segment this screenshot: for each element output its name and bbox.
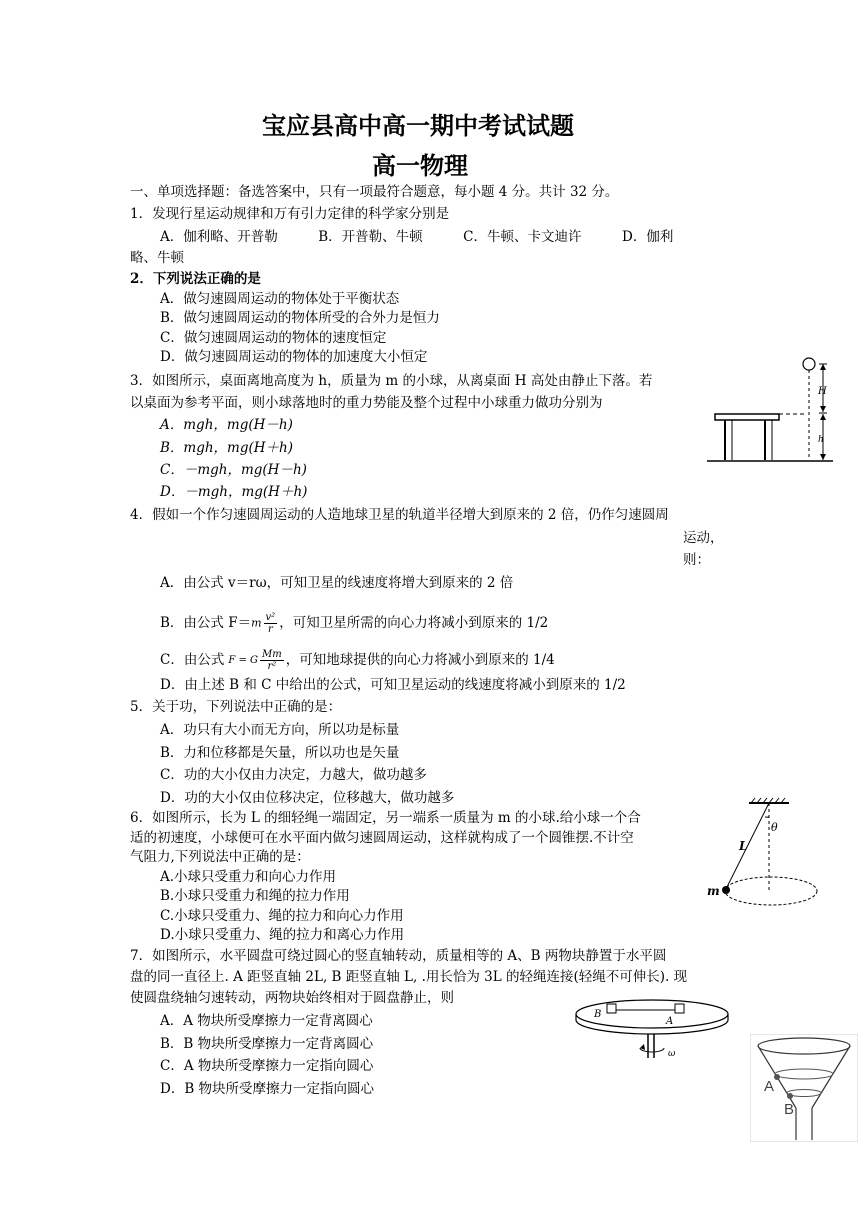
q4-c-numerator: Mm [262,649,282,660]
q7-stem-line2: 盘的同一直径上. A 距竖直轴 2L, B 距竖直轴 L, .用长恰为 3L 的轻绳连接(轻绳不可伸长). 现 [130,969,688,985]
fig-label-B: B [594,1009,602,1020]
fig-label-A: A [666,1016,674,1027]
q4-b-denominator: r [267,624,273,635]
q4-c-denominator: r² [267,661,277,672]
section-header: 一、单项选择题：备选答案中，只有一项最符合题意，每小题 4 分。共计 32 分。 [130,184,619,200]
funnel-label-B: B [784,1101,795,1118]
q3-figure [705,352,835,467]
q3-option-d: D．－mgh，mg(H＋h) [160,484,308,500]
fig-label-omega: ω [668,1049,676,1059]
q2-option-c: C．做匀速圆周运动的物体的速度恒定 [160,330,387,346]
q7-option-d: D．B 物块所受摩擦力一定指向圆心 [160,1081,375,1097]
q6-option-d: D.小球只受重力、绳的拉力和离心力作用 [160,927,405,943]
q4-option-b-prefix: B．由公式 F＝ [160,615,252,631]
q2-stem: 2．下列说法正确的是 [130,271,261,287]
q7-figure [572,992,734,1062]
q6-figure [705,795,835,920]
q3-stem-line2: 以桌面为参考平面，则小球落地时的重力势能及整个过程中小球重力做功分别为 [130,395,603,411]
funnel-figure [750,1034,858,1142]
q4-stem-wrap1: 运动， [683,530,724,546]
q6-stem-line3: 气阻力,下列说法中正确的是： [130,849,310,865]
q6-stem-line1: 6．如图所示，长为 L 的细轻绳一端固定，另一端系一质量为 m 的小球.给小球一个合 [130,810,641,826]
fig-label-L: L [739,839,748,853]
funnel-label-A: A [764,1078,775,1095]
q4-b-fraction [264,612,278,635]
q4-option-d: D．由上述 B 和 C 中给出的公式，可知卫星运动的线速度将减小到原来的 1/2 [160,677,626,693]
q4-c-fraction [260,649,284,672]
q7-option-b: B．B 物块所受摩擦力一定背离圆心 [160,1036,374,1052]
q4-option-a: A．由公式 v＝rω，可知卫星的线速度将增大到原来的 2 倍 [160,575,514,591]
fig-label-theta: θ [771,821,778,834]
q4-stem: 4．假如一个作匀速圆周运动的人造地球卫星的轨道半径增大到原来的 2 倍，仍作匀速圆周 [130,507,669,523]
q7-option-c: C．A 物块所受摩擦力一定指向圆心 [160,1058,374,1074]
q3-stem-line1: 3．如图所示，桌面离地高度为 h，质量为 m 的小球，从离桌面 H 高处由静止下落。若 [130,373,653,389]
q6-option-a: A.小球只受重力和向心力作用 [160,869,337,885]
pendulum-bob [722,886,730,894]
q6-option-c: C.小球只受重力、绳的拉力和向心力作用 [160,908,404,924]
q2-option-b: B．做匀速圆周运动的物体所受的合外力是恒力 [160,310,440,326]
q5-option-b: B．力和位移都是矢量，所以功也是矢量 [160,745,400,761]
page-title: 宝应县高中高一期中考试试题 [262,112,574,140]
q6-stem-line2: 适的初速度，小球便可在水平面内做匀速圆周运动，这样就构成了一个圆锥摆.不计空 [130,830,634,846]
q4-b-numerator: v² [265,612,276,623]
q7-stem-line3: 使圆盘绕轴匀速转动，两物块始终相对于圆盘静止，则 [130,990,454,1006]
q4-option-c-suffix: ，可知地球提供的向心力将减小到原来的 1/4 [285,652,555,668]
q7-option-a: A．A 物块所受摩擦力一定背离圆心 [160,1013,373,1029]
q3-option-a: A．mgh，mg(H－h) [160,417,293,433]
fig-label-h: h [818,435,824,445]
q3-option-c: C．－mgh，mg(H－h) [160,462,307,478]
q5-option-c: C．功的大小仅由力决定，力越大，做功越多 [160,767,427,783]
q4-option-c [160,643,555,677]
q4-b-mass: m [251,616,262,630]
ball-icon [803,358,815,370]
q2-option-a: A．做匀速圆周运动的物体处于平衡状态 [160,291,400,307]
q4-option-b-suffix: ，可知卫星所需的向心力将减小到原来的 1/2 [279,615,549,631]
q6-option-b: B.小球只受重力和绳的拉力作用 [160,888,350,904]
q5-option-a: A．功只有大小而无方向，所以功是标量 [160,722,400,738]
fig-label-H: H [818,386,827,397]
page-subtitle: 高一物理 [372,152,468,180]
q7-stem-line1: 7．如图所示，水平圆盘可绕过圆心的竖直轴转动，质量相等的 A、B 两物块静置于水平圆 [130,948,667,964]
q4-c-lhs: F = G [228,654,259,666]
q1-stem: 1．发现行星运动规律和万有引力定律的科学家分别是 [130,206,450,222]
q5-stem: 5．关于功，下列说法中正确的是： [130,699,342,715]
q2-option-d: D．做匀速圆周运动的物体的加速度大小恒定 [160,349,428,365]
q4-option-b [160,604,548,642]
q1-options: A．伽利略、开普勒 B．开普勒、牛顿 C．牛顿、卡文迪许 D．伽利 [160,229,674,245]
q3-option-b: B．mgh，mg(H＋h) [160,440,294,456]
q1-options-wrap: 略、牛顿 [130,250,184,266]
q4-stem-wrap2: 则： [683,552,710,568]
q4-option-c-prefix: C．由公式 [160,652,225,668]
q5-option-d: D．功的大小仅由位移决定，位移越大，做功越多 [160,790,455,806]
fig-label-m: m [707,884,720,898]
